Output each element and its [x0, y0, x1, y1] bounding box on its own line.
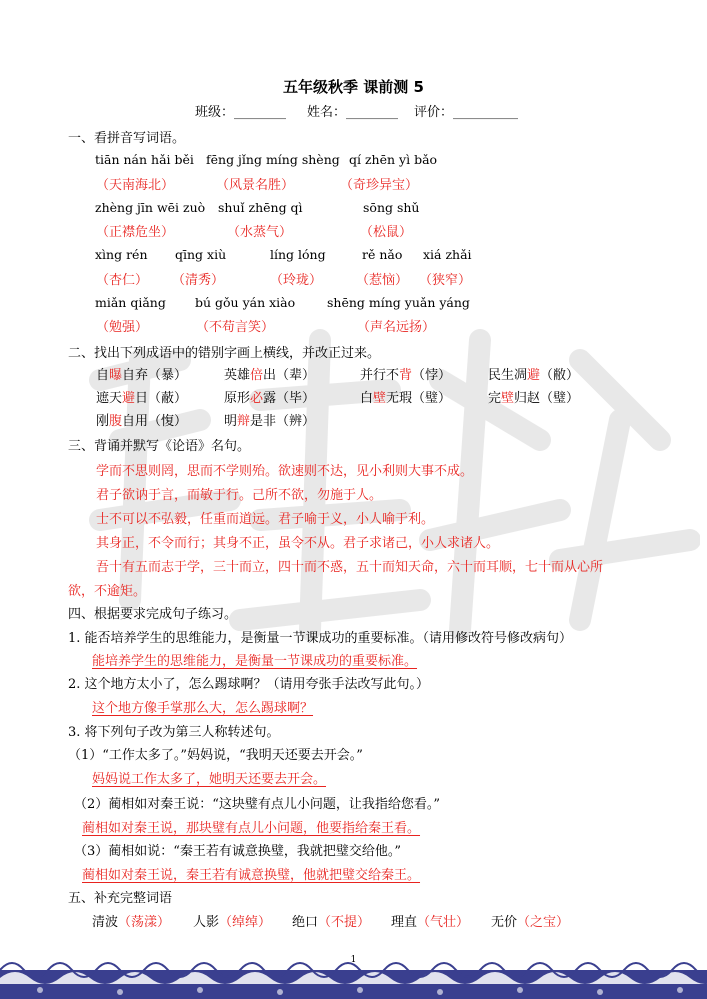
- wrong-char: 避: [527, 368, 541, 383]
- word-item: 清波（荡漾）: [92, 915, 171, 930]
- section2-heading: 二、找出下列成语中的错别字画上横线，并改正过来。: [68, 346, 381, 361]
- question-3-1: （1）“工作太多了。”妈妈说，“我明天还要去开会。”: [68, 748, 363, 763]
- quote-line: 士不可以不弘毅，任重而道远。君子喻于义，小人喻于利。: [96, 512, 435, 527]
- idiom-item: 遮天避日（蔽）: [96, 391, 188, 406]
- answer-1: 能培养学生的思维能力，是衡量一节课成功的重要标准。: [92, 654, 418, 669]
- answer: （不苟言笑）: [196, 320, 275, 335]
- answer: （声名远扬）: [357, 320, 436, 335]
- answer: （清秀）: [172, 273, 225, 288]
- pinyin: sōng shǔ: [363, 200, 420, 215]
- pinyin: líng lóng: [270, 247, 326, 262]
- wave-border: [0, 948, 707, 999]
- quote-line: 欲，不逾矩。: [68, 584, 147, 599]
- answer: （水蒸气）: [227, 225, 293, 240]
- question-1: 1. 能否培养学生的思维能力，是衡量一节课成功的重要标准。（请用修改符号修改病句）: [68, 631, 573, 646]
- question-2: 2. 这个地方太小了，怎么踢球啊？（请用夸张手法改写此句。）: [68, 677, 430, 692]
- grade-field: 评价：__________: [414, 105, 519, 120]
- word-item: 绝口（不提）: [292, 915, 371, 930]
- answer: （玲珑）: [270, 273, 323, 288]
- answer: （狭窄）: [419, 273, 472, 288]
- section4-heading: 四、根据要求完成句子练习。: [68, 607, 238, 622]
- word-item: 无价（之宝）: [491, 915, 570, 930]
- idiom-item: 刚腹自用（愎）: [96, 414, 188, 429]
- idiom-item: 自曝自弃（暴）: [96, 368, 188, 383]
- word-item: 人影（绰绰）: [193, 915, 272, 930]
- idiom-item: 并行不背（悖）: [360, 368, 452, 383]
- idiom-item: 原形必露（毕）: [224, 391, 316, 406]
- wrong-char: 必: [250, 391, 264, 406]
- pinyin: xiá zhǎi: [423, 247, 472, 262]
- section5-heading: 五、补充完整词语: [68, 891, 173, 906]
- idiom-item: 白壁无瑕（璧）: [360, 391, 452, 406]
- page-number: 1: [350, 955, 357, 965]
- pinyin: shēng míng yuǎn yáng: [327, 295, 470, 310]
- idiom-item: 英雄倍出（辈）: [224, 368, 316, 383]
- question-3-3: （3）蔺相如说：“秦王若有诚意换璧，我就把璧交给他。”: [74, 844, 402, 859]
- answer: （杏仁）: [96, 273, 149, 288]
- wrong-char: 壁: [373, 391, 387, 406]
- name-field: 姓名：________: [307, 105, 399, 120]
- page-title: 五年级秋季 课前测 5: [283, 78, 424, 96]
- answer: （天南海北）: [96, 178, 175, 193]
- word-item: 理直（气壮）: [391, 915, 470, 930]
- quote-line: 君子欲讷于言，而敏于行。己所不欲，勿施于人。: [96, 488, 383, 503]
- answer: （松鼠）: [360, 225, 413, 240]
- pinyin: qí zhēn yì bǎo: [349, 152, 438, 167]
- wrong-char: 辩: [237, 414, 251, 429]
- answer-2: 这个地方像手掌那么大，怎么踢球啊？: [92, 701, 314, 716]
- pinyin: tiān nán hǎi běi: [95, 152, 194, 167]
- pinyin: rě nǎo: [362, 247, 403, 262]
- idiom-item: 明辩是非（辨）: [224, 414, 316, 429]
- pinyin: shuǐ zhēng qì: [218, 200, 303, 215]
- quote-line: 其身正，不令而行；其身不正，虽令不从。君子求诸己，小人求诸人。: [96, 536, 500, 551]
- answer: （勉强）: [96, 320, 149, 335]
- section3-heading: 三、背诵并默写《论语》名句。: [68, 439, 251, 454]
- pinyin: qīng xiù: [175, 247, 227, 262]
- answer: （风景名胜）: [216, 178, 295, 193]
- answer-3-2: 蔺相如对秦王说，那块璧有点儿小问题，他要指给秦王看。: [82, 821, 421, 836]
- answer: （正襟危坐）: [96, 225, 175, 240]
- question-3: 3. 将下列句子改为第三人称转述句。: [68, 725, 280, 740]
- wrong-char: 曝: [109, 368, 123, 383]
- wrong-char: 背: [399, 368, 413, 383]
- pinyin: bú gǒu yán xiào: [195, 295, 296, 310]
- idiom-item: 完壁归赵（璧）: [488, 391, 580, 406]
- answer-3-3: 蔺相如对秦王说，秦王若有诚意换璧，他就把璧交给秦王。: [82, 868, 421, 883]
- answer: （奇珍异宝）: [340, 178, 419, 193]
- wrong-char: 壁: [501, 391, 515, 406]
- wrong-char: 腹: [109, 414, 123, 429]
- pinyin: fēng jǐng míng shèng: [206, 152, 340, 167]
- section1-heading: 一、看拼音写词语。: [68, 131, 186, 146]
- pinyin: zhèng jīn wēi zuò: [95, 200, 206, 215]
- pinyin: xìng rén: [95, 247, 148, 262]
- class-field: 班级：________: [195, 105, 287, 120]
- wrong-char: 避: [122, 391, 136, 406]
- answer: （惹恼）: [356, 273, 409, 288]
- wrong-char: 倍: [250, 368, 264, 383]
- idiom-item: 民生凋避（敝）: [488, 368, 580, 383]
- quote-line: 学而不思则罔，思而不学则殆。欲速则不达，见小利则大事不成。: [96, 464, 474, 479]
- question-3-2: （2）蔺相如对秦王说：“这块璧有点儿小问题，让我指给您看。”: [74, 797, 441, 812]
- answer-3-1: 妈妈说工作太多了，她明天还要去开会。: [92, 772, 327, 787]
- quote-line: 吾十有五而志于学，三十而立，四十而不惑，五十而知天命，六十而耳顺，七十而从心所: [96, 560, 604, 575]
- pinyin: miǎn qiǎng: [95, 295, 166, 310]
